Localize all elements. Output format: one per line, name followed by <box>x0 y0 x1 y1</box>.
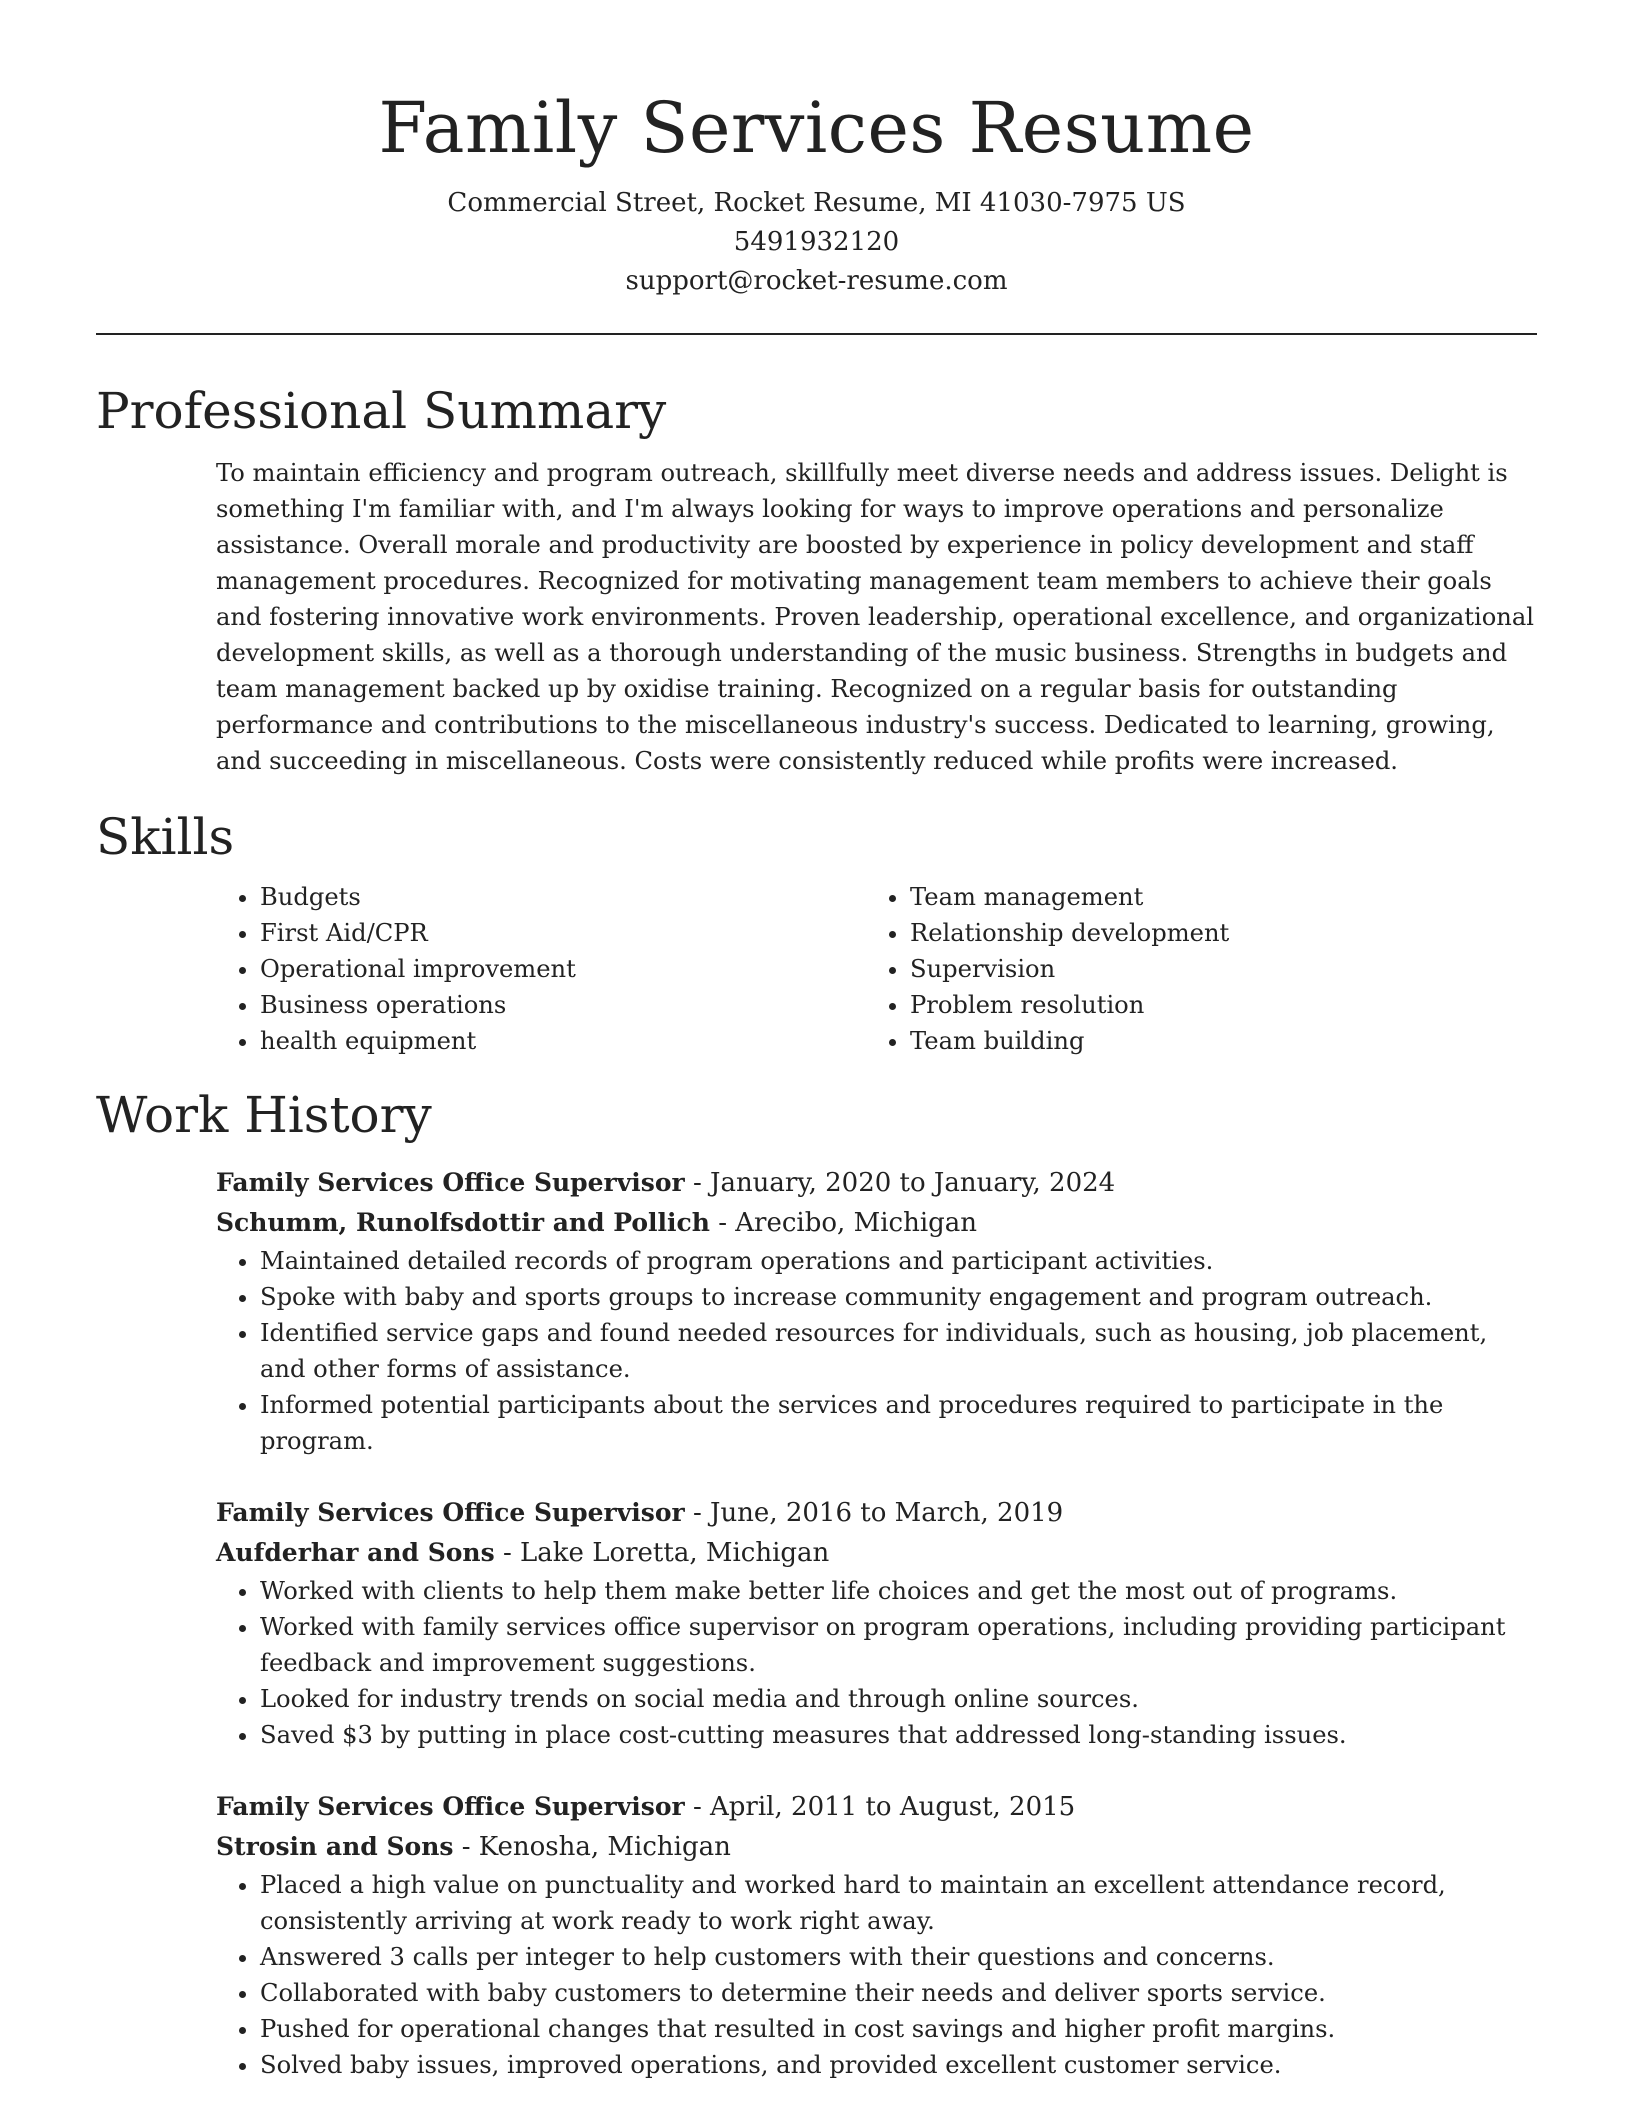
skill-item: • Budgets <box>260 879 866 915</box>
job-dates: June, 2016 to March, 2019 <box>710 1498 1064 1528</box>
job-duties <box>216 1867 1537 2083</box>
job-duty: • Placed a high value on punctuality and worked hard to maintain an excellent attendance record, consistently arriving at work ready to work right away. <box>260 1867 1537 1939</box>
job-duty: • Worked with clients to help them make better life choices and get the most out of programs. <box>260 1573 1537 1609</box>
summary-heading: Professional Summary <box>96 382 667 440</box>
work-history-section <box>96 1081 1537 2083</box>
job-company-line: Schumm, Runolfsdottir and Pollich - Arecibo, Michigan <box>216 1208 978 1238</box>
job-title-line: Family Services Office Supervisor - April, 2011 to August, 2015 <box>216 1792 1076 1822</box>
job-location: Lake Loretta, Michigan <box>520 1538 830 1568</box>
contact-phone: 5491932120 <box>733 227 900 257</box>
job-duty: • Identified service gaps and found needed resources for individuals, such as housing, job placement, and other forms of assistance. <box>260 1315 1537 1387</box>
job-duties <box>216 1243 1537 1459</box>
skill-item: • Relationship development <box>910 915 1537 951</box>
job-duty: • Looked for industry trends on social media and through online sources. <box>260 1681 1537 1717</box>
work-history-heading: Work History <box>96 1086 432 1144</box>
job-entry <box>96 1787 1537 2083</box>
skills-heading: Skills <box>96 808 235 866</box>
skills-list <box>96 879 1537 1059</box>
skill-item: • Business operations <box>260 987 866 1023</box>
skill-item: • Operational improvement <box>260 951 866 987</box>
job-company: Strosin and Sons <box>216 1832 454 1861</box>
job-entry <box>96 1163 1537 1459</box>
job-duty: • Solved baby issues, improved operations, and provided excellent customer service. <box>260 2047 1537 2083</box>
job-company: Schumm, Runolfsdottir and Pollich <box>216 1208 710 1237</box>
summary-section <box>96 377 1537 779</box>
job-title: Family Services Office Supervisor <box>216 1792 685 1821</box>
job-company-line: Strosin and Sons - Kenosha, Michigan <box>216 1832 731 1862</box>
job-duty: • Worked with family services office supervisor on program operations, including providing participant feedback and improvement suggestions. <box>260 1609 1537 1681</box>
job-duty: • Spoke with baby and sports groups to increase community engagement and program outreach. <box>260 1279 1537 1315</box>
contact-email: support@rocket-resume.com <box>625 266 1008 296</box>
job-duty: • Saved $3 by putting in place cost-cutting measures that addressed long-standing issues. <box>260 1717 1537 1753</box>
job-duty: • Maintained detailed records of program operations and participant activities. <box>260 1243 1537 1279</box>
job-company: Aufderhar and Sons <box>216 1538 495 1567</box>
header-divider <box>96 333 1537 335</box>
job-duty: • Answered 3 calls per integer to help customers with their questions and concerns. <box>260 1939 1537 1975</box>
summary-text: To maintain efficiency and program outreach, skillfully meet diverse needs and address issues. Delight is something I'm familiar with, and I'm always looking for ways to improve operations and personalize assistance. Overall morale and productivity are boosted by experience in policy development and staff management procedures. Recognized for motivating management team members to achieve their goals and fostering innovative work environments. Proven leadership, operational excellence, and organizational development skills, as well as a thorough understanding of the music business. Strengths in budgets and team management backed up by oxidise training. Recognized on a regular basis for outstanding performance and contributions to the miscellaneous industry's success. Dedicated to learning, growing, and succeeding in miscellaneous. Costs were consistently reduced while profits were increased. <box>216 459 1535 775</box>
skill-item: • First Aid/CPR <box>260 915 866 951</box>
job-title: Family Services Office Supervisor <box>216 1168 685 1197</box>
job-duties <box>216 1573 1537 1753</box>
skill-item: • Problem resolution <box>910 987 1537 1023</box>
contact-address: Commercial Street, Rocket Resume, MI 41030-7975 US <box>447 188 1186 218</box>
skill-item: • Supervision <box>910 951 1537 987</box>
job-duty: • Collaborated with baby customers to determine their needs and deliver sports service. <box>260 1975 1537 2011</box>
skill-item: • Team building <box>910 1023 1537 1059</box>
job-location: Arecibo, Michigan <box>735 1208 978 1238</box>
job-company-line: Aufderhar and Sons - Lake Loretta, Michigan <box>216 1538 830 1568</box>
job-title-line: Family Services Office Supervisor - June, 2016 to March, 2019 <box>216 1498 1064 1528</box>
skill-item: • Team management <box>910 879 1537 915</box>
contact-info <box>96 184 1537 301</box>
job-duty: • Informed potential participants about the services and procedures required to participate in the program. <box>260 1387 1537 1459</box>
job-dates: April, 2011 to August, 2015 <box>710 1792 1076 1822</box>
skill-item: • health equipment <box>260 1023 866 1059</box>
job-title-line: Family Services Office Supervisor - January, 2020 to January, 2024 <box>216 1168 1116 1198</box>
job-duty: • Pushed for operational changes that resulted in cost savings and higher profit margins. <box>260 2011 1537 2047</box>
skills-column-left <box>216 879 866 1059</box>
resume-title: Family Services Resume <box>378 87 1255 169</box>
job-location: Kenosha, Michigan <box>478 1832 731 1862</box>
job-title: Family Services Office Supervisor <box>216 1498 685 1527</box>
skills-column-right <box>866 879 1537 1059</box>
job-dates: January, 2020 to January, 2024 <box>710 1168 1116 1198</box>
skills-section <box>96 803 1537 1059</box>
resume-header <box>96 0 1537 301</box>
job-entry <box>96 1493 1537 1753</box>
